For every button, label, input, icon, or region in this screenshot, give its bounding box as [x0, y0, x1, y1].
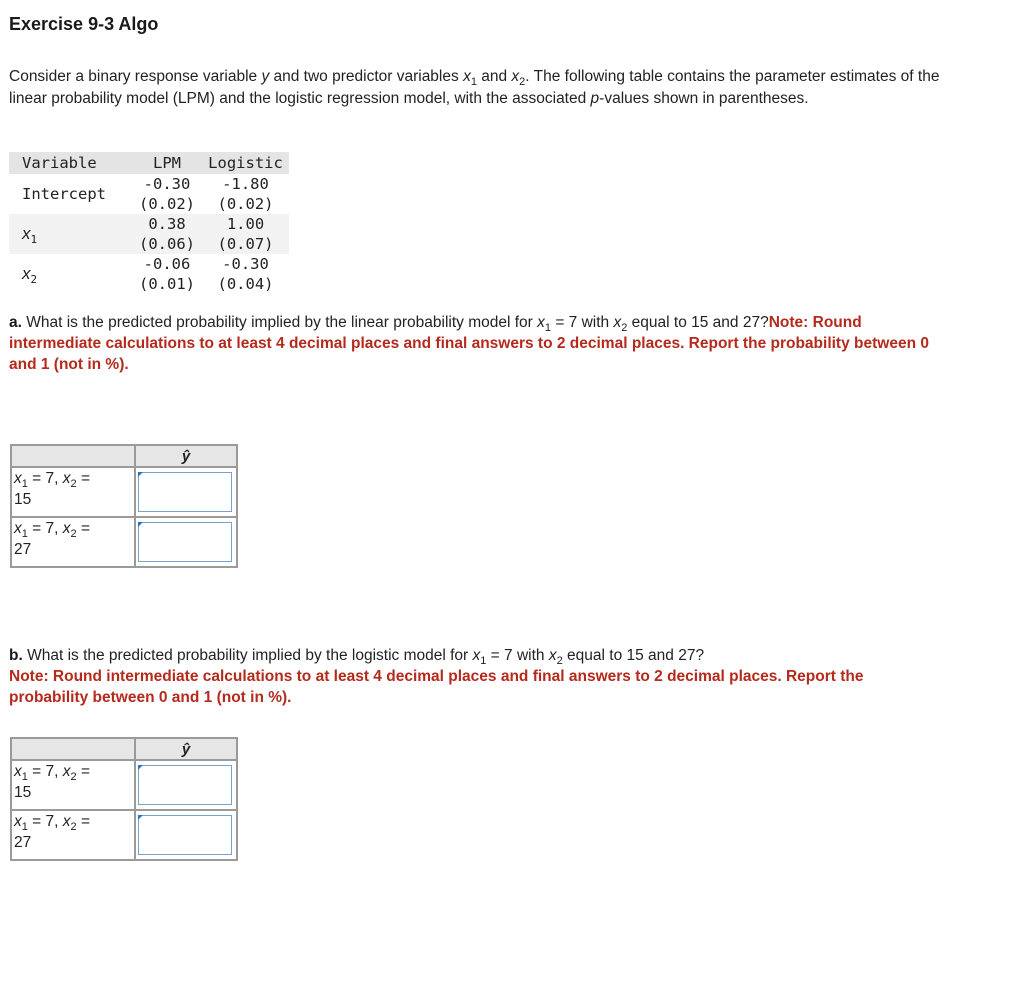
- answer-cell: [135, 810, 237, 860]
- header-y-hat: ŷ: [135, 738, 237, 760]
- problem-intro: Consider a binary response variable y and two predictor variables $x_1$ and $x_2$. The following table contains the parameter estimates of the linear probability model (LPM) and the logistic regression model, with the associated p-values shown in parentheses.: [9, 68, 940, 107]
- parameter-table: [9, 152, 289, 294]
- answer-row-label: $x_1 = 7$, $x_2$ = 27: [11, 810, 135, 860]
- answer-b-input-x2-15[interactable]: [139, 766, 231, 804]
- answer-cell: [135, 517, 237, 567]
- answer-b-input-x2-27[interactable]: [139, 816, 231, 854]
- answer-table-header: [11, 445, 237, 467]
- answer-row-label: $x_1 = 7$, $x_2$ = 27: [11, 517, 135, 567]
- header-lpm: LPM: [132, 152, 202, 174]
- parameter-row-x2: [9, 254, 289, 294]
- answer-row: [11, 467, 237, 517]
- answer-table-b: [10, 737, 238, 861]
- parameter-table-header: [9, 152, 289, 174]
- answer-row-label: $x_1 = 7$, $x_2$ = 15: [11, 467, 135, 517]
- exercise-title: Exercise 9-3 Algo: [9, 14, 159, 34]
- header-variable: Variable: [9, 152, 132, 174]
- lpm-estimate: -0.06 (0.01): [139, 255, 195, 293]
- header-blank: [11, 445, 135, 467]
- header-logistic: Logistic: [202, 152, 289, 174]
- question-a-note: Note: Round intermediate calculations to at least 4 decimal places and final answers to 2 decimal places. Report the probability between 0 and 1 (not in %).: [9, 314, 929, 373]
- header-y-hat: ŷ: [135, 445, 237, 467]
- answer-a-input-x2-15[interactable]: [139, 473, 231, 511]
- answer-row: [11, 810, 237, 860]
- logistic-estimate: -1.80 (0.02): [217, 175, 274, 213]
- variable-label: Intercept: [22, 185, 106, 203]
- question-a: a. What is the predicted probability implied by the linear probability model for $x_1 = 7$ with $x_2$ equal to 15 and 27?Note: Round intermediate calculations to at least 4 decimal places and final answers to 2 decimal places. Report the probability between 0 and 1 (not in %).: [9, 314, 929, 373]
- answer-row: [11, 760, 237, 810]
- header-blank: [11, 738, 135, 760]
- answer-table-a: [10, 444, 238, 568]
- logistic-estimate: 1.00 (0.07): [202, 214, 289, 254]
- parameter-row-intercept: [9, 174, 289, 214]
- lpm-estimate: -0.30 (0.02): [139, 175, 195, 213]
- logistic-estimate: -0.30 (0.04): [217, 255, 274, 293]
- answer-cell: [135, 760, 237, 810]
- answer-cell: [135, 467, 237, 517]
- variable-label: $x_2$: [22, 264, 38, 286]
- answer-table-header: [11, 738, 237, 760]
- question-b: b. What is the predicted probability implied by the logistic model for $x_1 = 7$ with $x_2$ equal to 15 and 27? Note: Round intermediate calculations to at least 4 decimal places and final answers to 2 decimal places. Report the probability between 0 and 1 (not in %).: [9, 647, 864, 706]
- lpm-estimate: 0.38 (0.06): [132, 214, 202, 254]
- parameter-row-x1: [9, 214, 289, 254]
- answer-row-label: $x_1 = 7$, $x_2$ = 15: [11, 760, 135, 810]
- variable-label: $x_1$: [9, 214, 132, 254]
- answer-a-input-x2-27[interactable]: [139, 523, 231, 561]
- question-b-note: Note: Round intermediate calculations to at least 4 decimal places and final answers to 2 decimal places. Report the probability between 0 and 1 (not in %).: [9, 668, 864, 706]
- answer-row: [11, 517, 237, 567]
